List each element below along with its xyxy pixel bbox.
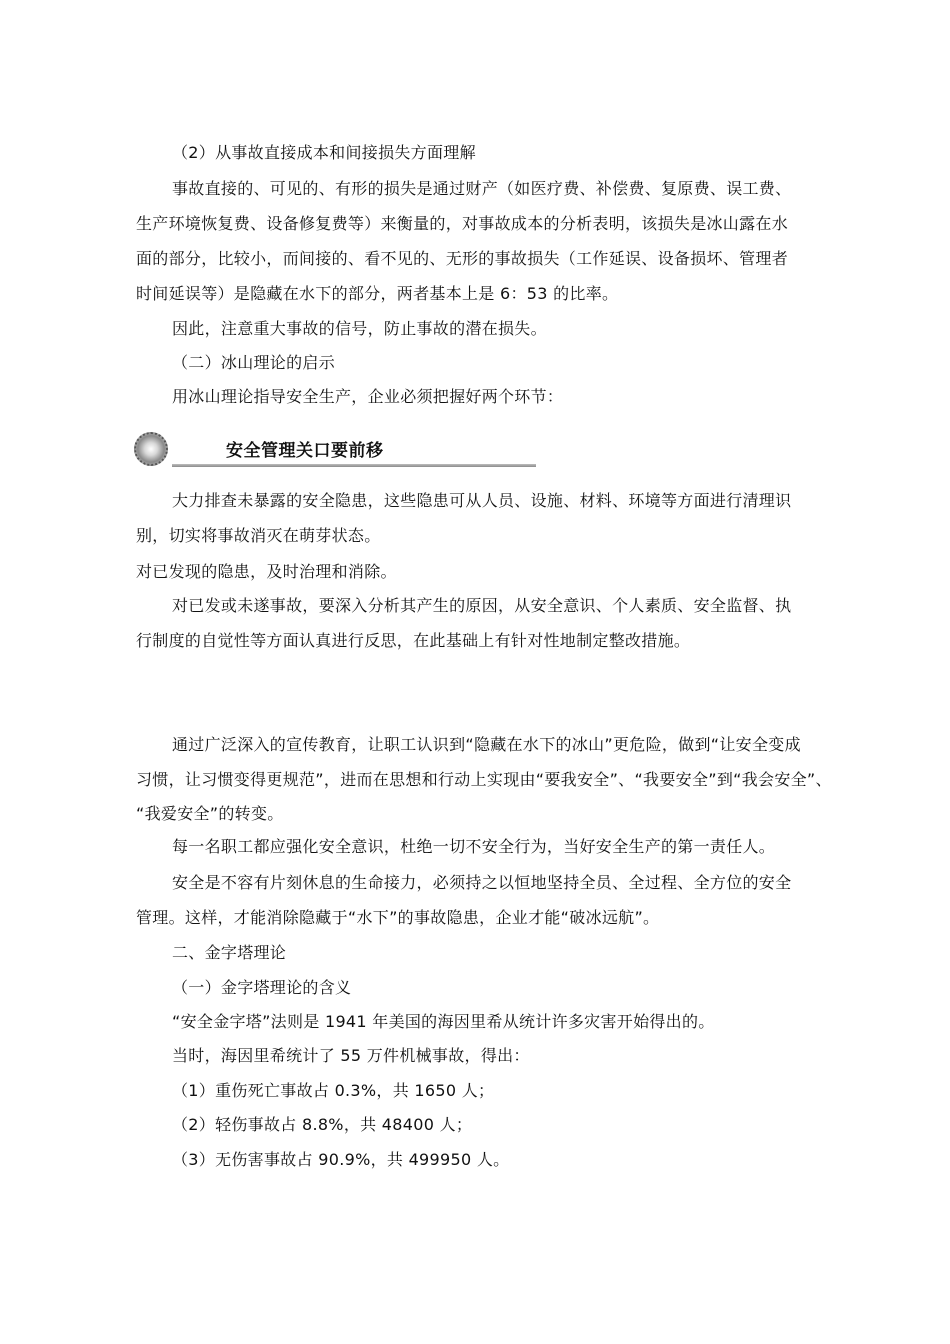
paragraph-line: 当时，海因里希统计了 55 万件机械事故，得出： [172,1046,530,1065]
paragraph-line: （2）从事故直接成本和间接损失方面理解 [172,143,476,162]
paragraph-line: 面的部分，比较小，而间接的、看不见的、无形的事故损失（工作延误、设备损坏、管理者 [136,249,789,268]
paragraph-line: 时间延误等）是隐藏在水下的部分，两者基本上是 6：53 的比率。 [136,284,619,303]
paragraph-line: 管理。这样，才能消除隐藏于“水下”的事故隐患，企业才能“破冰远航”。 [136,908,660,927]
paragraph-line: 生产环境恢复费、设备修复费等）来衡量的，对事故成本的分析表明，该损失是冰山露在水 [136,214,789,233]
paragraph-line: 用冰山理论指导安全生产，企业必须把握好两个环节： [172,387,564,406]
paragraph-line: （1）重伤死亡事故占 0.3%，共 1650 人； [172,1081,495,1100]
paragraph-line: （2）轻伤事故占 8.8%，共 48400 人； [172,1115,473,1134]
paragraph-line: 别，切实将事故消灭在萌芽状态。 [136,526,381,545]
paragraph-line: 对已发现的隐患，及时治理和消除。 [136,562,397,581]
round-bullet-icon [134,432,168,466]
paragraph-line: 每一名职工都应强化安全意识，杜绝一切不安全行为，当好安全生产的第一责任人。 [172,837,776,856]
paragraph-line: 行制度的自觉性等方面认真进行反思，在此基础上有针对性地制定整改措施。 [136,631,691,650]
paragraph-line: “我爱安全”的转变。 [136,804,284,823]
paragraph-line: （一）金字塔理论的含义 [172,978,352,997]
paragraph-line: 习惯，让习惯变得更规范”，进而在思想和行动上实现由“要我安全”、“我要安全”到“我会安全”、 [136,770,832,789]
paragraph-line: 对已发或未遂事故，要深入分析其产生的原因，从安全意识、个人素质、安全监督、执 [172,596,792,615]
paragraph-line: 大力排查未暴露的安全隐患，这些隐患可从人员、设施、材料、环境等方面进行清理识 [172,491,792,510]
paragraph-line: 事故直接的、可见的、有形的损失是通过财产（如医疗费、补偿费、复原费、误工费、 [172,179,792,198]
paragraph-line: 二、金字塔理论 [172,943,287,962]
paragraph-line: 通过广泛深入的宣传教育，让职工认识到“隐藏在水下的冰山”更危险，做到“让安全变成 [172,735,801,754]
paragraph-line: 安全是不容有片刻休息的生命接力，必须持之以恒地坚持全员、全过程、全方位的安全 [172,873,792,892]
paragraph-line: （3）无伤害事故占 90.9%，共 499950 人。 [172,1150,510,1169]
paragraph-line: 因此，注意重大事故的信号，防止事故的潜在损失。 [172,319,547,338]
paragraph-line: “安全金字塔”法则是 1941 年美国的海因里希从统计许多灾害开始得出的。 [172,1012,715,1031]
heading-underline [172,464,536,467]
paragraph-line: （二）冰山理论的启示 [172,353,336,372]
section-heading-block [134,430,544,474]
section-heading: 安全管理关口要前移 [226,441,384,461]
